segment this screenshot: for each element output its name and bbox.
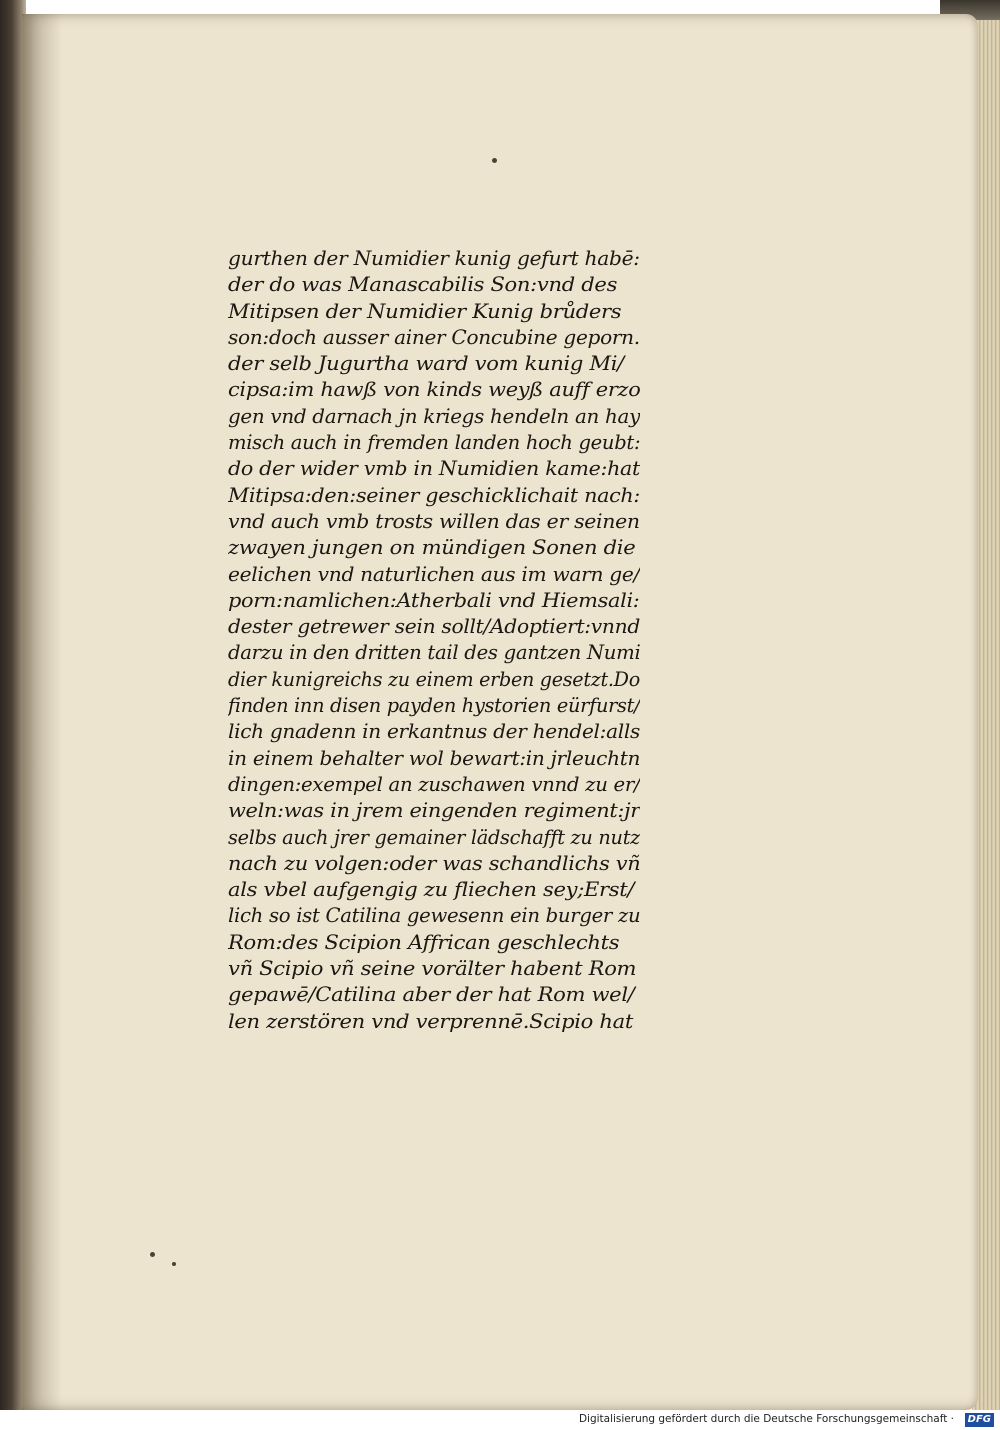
text-line: in einem behalter wol bewart:in jrleuchtn [228, 746, 640, 770]
text-line: lich gnadenn in erkantnus der hendel:alls [228, 720, 640, 744]
text-line: gen vnd darnach jn kriegs hendeln an hay [228, 404, 640, 428]
text-line: weln:was in jrem eingenden regiment:jr [228, 799, 640, 823]
digitization-credit: Digitalisierung gefördert durch die Deutsche Forschungsgemeinschaft · [578, 1413, 954, 1425]
ink-speck [150, 1252, 155, 1257]
text-line: vñ Scipio vñ seine vorälter habent Rom [228, 957, 637, 981]
text-line: Mitipsa:den:seiner geschicklichait nach: [228, 483, 640, 507]
text-line: lich so ist Catilina gewesenn ein burger zu [228, 904, 640, 928]
text-line: porn:namlichen:Atherbali vnd Hiemsali: [228, 588, 640, 612]
text-line: finden inn disen payden hystorien eürfurst/ [228, 694, 640, 718]
text-line: eelichen vnd naturlichen aus im warn ge/ [228, 562, 640, 586]
text-line: son:doch ausser ainer Concubine geporn. [228, 325, 640, 349]
text-line: len zerstören vnd verprennē.Scipio hat [228, 1009, 634, 1033]
text-line: do der wider vmb in Numidien kame:hat [228, 457, 640, 481]
text-line: nach zu volgen:oder was schandlichs vñ [228, 851, 640, 875]
text-line: Mitipsen der Numidier Kunig brůders [228, 299, 622, 323]
text-line: als vbel aufgengig zu fliechen sey;Erst/ [228, 878, 635, 902]
text-line: der selb Jugurtha ward vom kunig Mi/ [228, 352, 624, 376]
text-line: gurthen der Numidier kunig gefurt habē: [228, 247, 640, 270]
text-line: der do was Manascabilis Son:vnd des [228, 273, 618, 297]
text-line: cipsa:im hawß von kinds weyß auff erzo [228, 378, 640, 402]
ink-speck [492, 158, 497, 163]
text-line: dingen:exempel an zuschawen vnnd zu er/ [228, 772, 640, 796]
text-line: zwayen jungen on mündigen Sonen die [228, 536, 636, 560]
text-line: gepawē/Catilina aber der hat Rom wel/ [228, 983, 635, 1007]
gutter-shadow [22, 14, 62, 1410]
body-text-block [228, 246, 640, 1035]
dfg-logo[interactable]: DFG [965, 1413, 994, 1427]
text-line: dier kunigreichs zu einem erben gesetzt.Do [228, 667, 640, 691]
ink-speck [172, 1262, 176, 1266]
text-line: dester getrewer sein sollt/Adoptiert:vnnd [228, 615, 640, 639]
text-line: Rom:des Scipion Affrican geschlechts [228, 930, 620, 954]
text-line: selbs auch jrer gemainer lädschafft zu nutz [228, 825, 640, 849]
text-line: darzu in den dritten tail des gantzen Numi [228, 641, 640, 665]
text-line: vnd auch vmb trosts willen das er seinen [228, 509, 640, 533]
text-line: misch auch in fremden landen hoch geubt: [228, 431, 640, 455]
